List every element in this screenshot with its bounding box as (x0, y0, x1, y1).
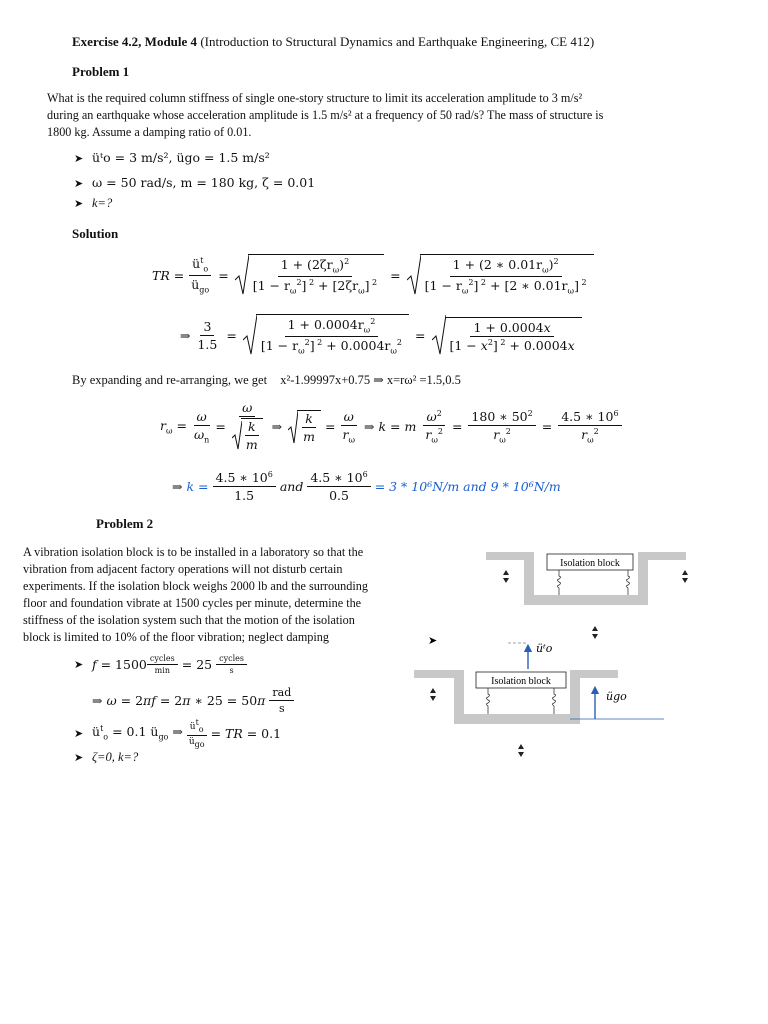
problem2-line-6: block is limited to 10% of the floor vibration; neglect damping (23, 630, 329, 644)
exercise-header (72, 34, 594, 50)
problem2-statement (23, 544, 413, 646)
header-rest: (Introduction to Structural Dynamics and Earthquake Engineering, CE 412) (197, 34, 595, 49)
p2-bullet-tr: ➤ $ü^t_o = 0.1$ $ü_{go}$ ⇒ $\frac{ü^t_o}{ü_{go}}$ = TR = 0.1 (74, 718, 282, 749)
mid-double-arrow (592, 626, 598, 639)
p2-bullet-frequency: ➤ f = 1500 $\frac{\text{cycles}}{\min}$ = 25 $\frac{\text{cycles}}{s}$ (74, 654, 247, 675)
given-bullet-3 (74, 196, 112, 211)
bullet-arrow-icon: ➤ (74, 658, 84, 671)
top-springs (558, 570, 630, 595)
eq-ratio: ⇒ $\frac{3}{1.5}$ = $\frac{1 + 0.0004r_\omega^2}{[1 - r_\omega^2] ^2 + 0.0004r_\omega^2}$ = $\frac{1 + 0.0004x}{[1 - x^2] ^2 + 0.0004x}$ (180, 314, 582, 356)
problem2-line-2: vibration from adjacent factory operations will not disturb certain (23, 562, 343, 576)
eq-final-k: ⇒ k = $\frac{4.5 ∗ 10^6}{1.5}$ and $\frac{4.5 ∗ 10^6}{0.5}$ = 3 * 10⁶N/m and 9 * 10⁶N/m (172, 470, 561, 504)
connector-arrow-icon: ➤ (428, 635, 438, 647)
eq-tr: TR = $\frac{ü^t_o}{ü_{go}}$ = $\frac{1 + (2\zeta r_\omega)^2}{[1 - r_\omega^2] ^2 + [2\zeta r_\omega] ^2}$ = $\frac{1 + (2 ∗ 0.01r_\omega)^2}{[1 - r_\omega^2] ^2 + [2 ∗ 0.01r_\omega] ^2}$ (152, 254, 594, 296)
ground-accel-label: ügo (606, 690, 627, 703)
problem2-title: Problem 2 (96, 516, 154, 531)
final-answer: = 3 * 10⁶N/m and 9 * 10⁶N/m (374, 479, 561, 495)
problem1-title: Problem 1 (72, 64, 130, 79)
bottom-springs (487, 688, 556, 714)
p2-omega: ⇒ ω = 2πf = 2π ∗ 25 = 50π $\frac{\text{rad}}{s}$ (92, 686, 294, 715)
isolation-diagram (410, 548, 710, 763)
p2-bullet-unknown (74, 750, 138, 765)
given-bullet-1 (74, 150, 270, 165)
bullet-arrow-icon: ➤ (74, 198, 84, 210)
expand-text: By expanding and re-arranging, we get (72, 373, 268, 387)
expand-equation: x²-1.99997x+0.75 ⇒ x=rω² =1.5,0.5 (280, 373, 461, 387)
problem1-statement (47, 90, 697, 141)
bullet-arrow-icon: ➤ (74, 752, 84, 764)
problem1-line-1: What is the required column stiffness of single one-story structure to limit its acceleration amplitude to 3 m/s² (47, 91, 583, 105)
problem2-line-1: A vibration isolation block is to be installed in a laboratory so that the (23, 545, 364, 559)
expand-line (72, 372, 461, 388)
given-bullet-2-text: ω = 50 rad/s, m = 180 kg, ζ = 0.01 (92, 175, 316, 190)
problem1-line-3: 1800 kg. Assume a damping ratio of 0.01. (47, 125, 252, 139)
header-bold: Exercise 4.2, Module 4 (72, 34, 198, 49)
problem2-line-4: floor and foundation vibrate at 1500 cycles per minute, determine the (23, 596, 362, 610)
problem1-line-2: during an earthquake whose acceleration amplitude is 1.5 m/s² at a frequency of 50 rad/s? The mass of structure is (47, 108, 604, 122)
bullet-arrow-icon: ➤ (74, 177, 84, 190)
given-bullet-2 (74, 175, 315, 190)
problem2-line-3: experiments. If the isolation block weighs 2000 lb and the surrounding (23, 579, 368, 593)
given-bullet-1-text: üᵗo = 3 m/s², ügo = 1.5 m/s² (92, 150, 270, 165)
given-bullet-3-text: k=? (92, 196, 113, 210)
eq-r-omega: $r_\omega$ = $\frac{\omega}{\omega_n}$ = $\frac{\omega}{\frac{k}{m}}$ ⇒ $\frac{k}{m}$ = $\frac{\omega}{r_\omega}$ ⇒ k = m $\frac{\omega^2}{r_\omega^2}$ = $\frac{180 ∗ 50^2}{r_\omega^2}$ = $\frac{4.5 ∗ 10^6}{r_\omega^2}$ (160, 400, 622, 453)
problem2-line-5: stiffness of the isolation system such that the motion of the isolation (23, 613, 355, 627)
p2-bullet-unknown-text: ζ=0, k=? (92, 750, 139, 764)
solution-label: Solution (72, 226, 119, 241)
top-block-label: Isolation block (560, 558, 620, 569)
bottom-block-label: Isolation block (491, 676, 551, 687)
bullet-arrow-icon: ➤ (74, 152, 84, 165)
block-accel-label: üᵗo (536, 642, 553, 655)
bullet-arrow-icon: ➤ (74, 726, 84, 740)
